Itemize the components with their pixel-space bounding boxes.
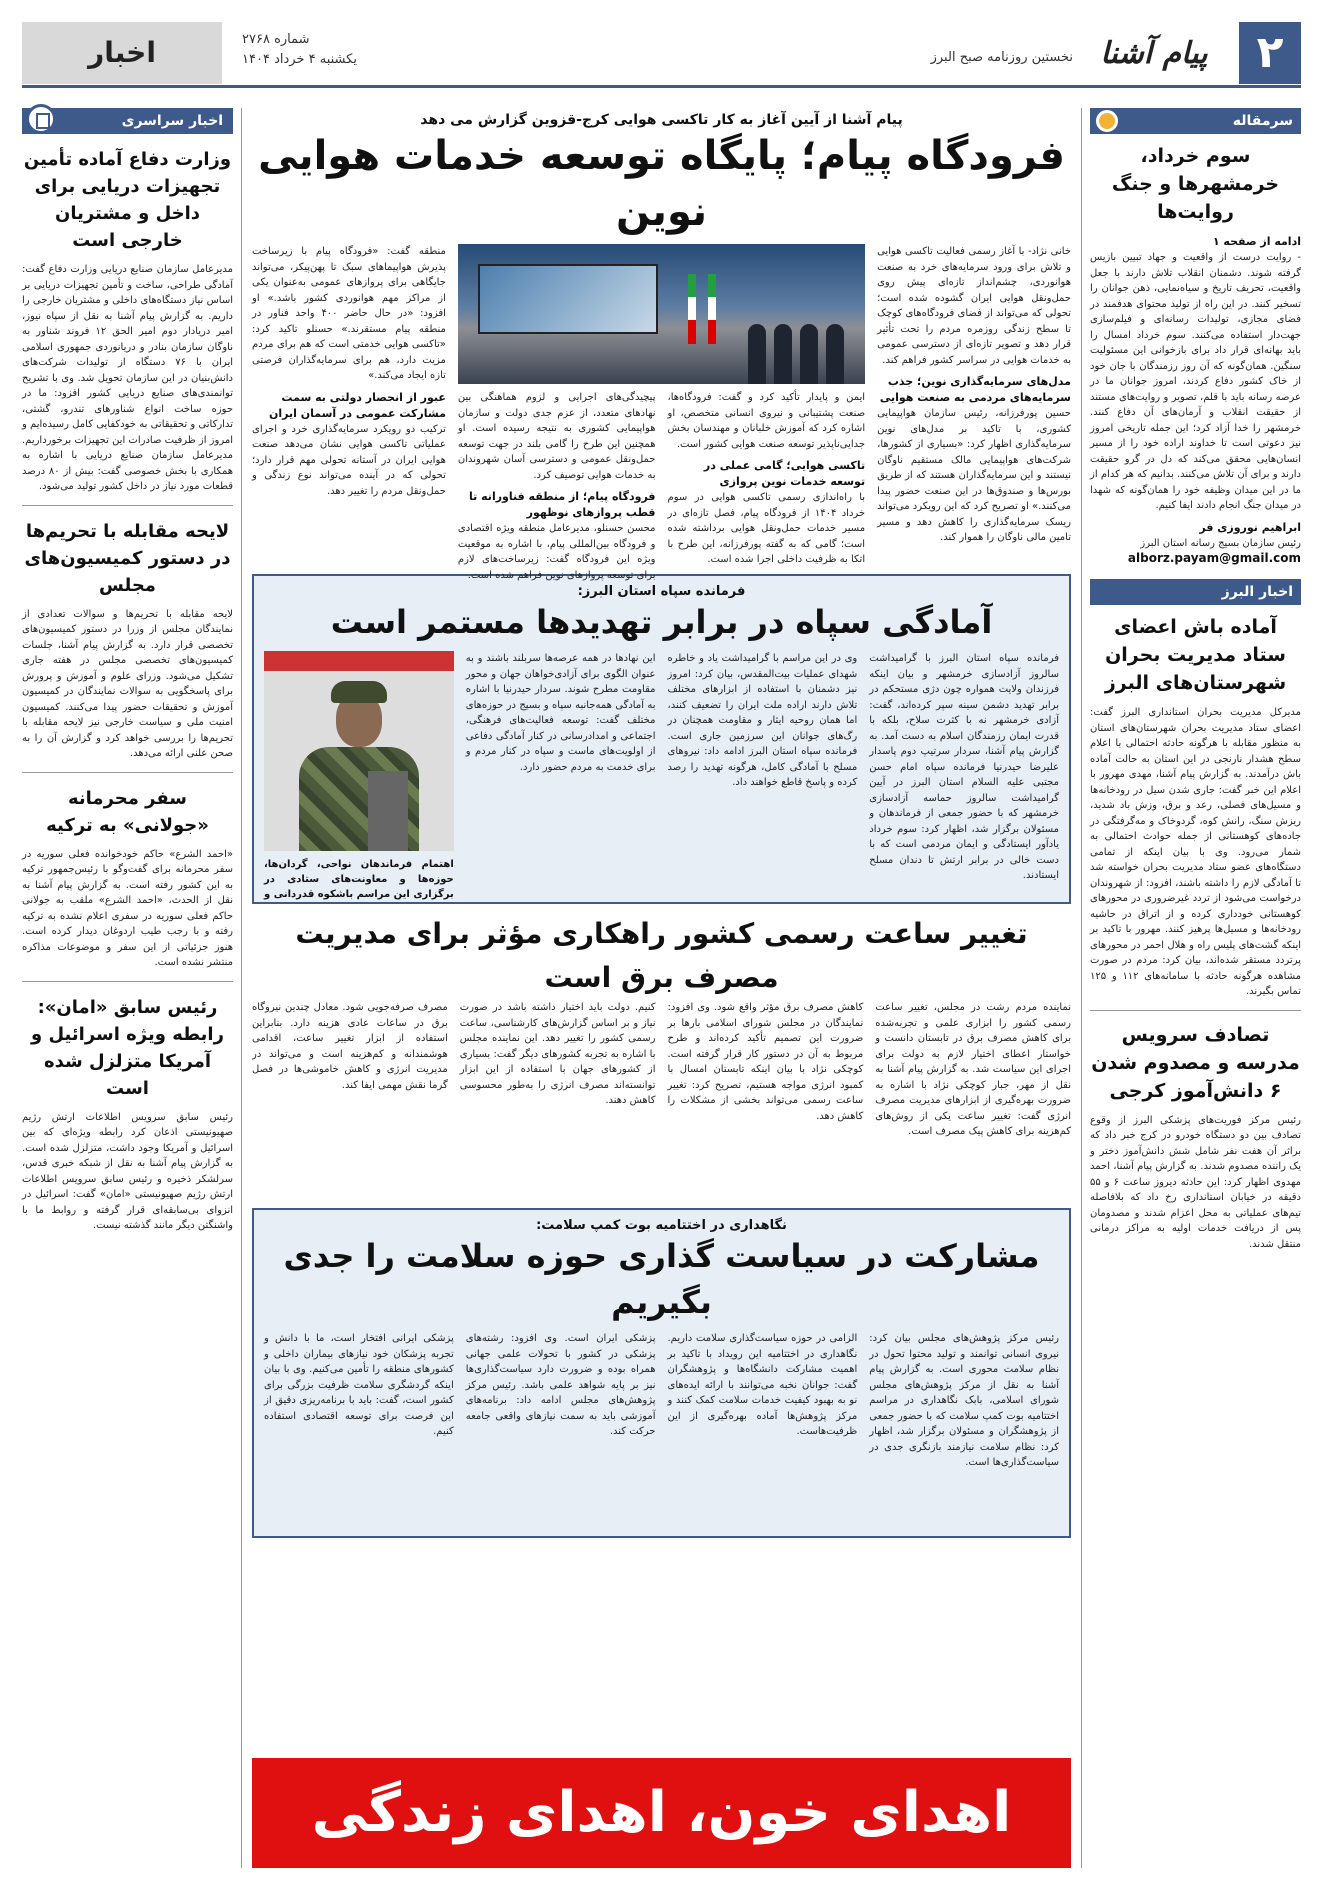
person [826,324,844,384]
box-headline: آمادگی سپاه در برابر تهدیدها مستمر است [330,603,993,641]
national-news-tag [22,108,233,134]
page-number: ۲ [1239,22,1301,84]
flag [688,274,696,344]
lead-paragraph: منطقه گفت: «فرودگاه پیام با زیرساخت پذیرش هواپیماهای سبک تا پهن‌پیکر، می‌تواند جایگاهی برای پروازهای عمومی به‌عنوان یکی از مراکز مهم هوانوردی کشور باشد.» او افزود: «در حال حاضر ۴۰۰ واحد فناور در منطقه پیام مستقرند.» حسنلو تاکید کرد: «تاکسی هوایی خدمتی است که هم برای مردم مزیت دارد، هم برای سرمایه‌گذاران فرصتی تازه ایجاد می‌کند.» [252,246,446,381]
blood-donation-banner: اهدای خون، اهدای زندگی [252,1758,1071,1868]
story-paragraph: مصرف صرفه‌جویی شود. معادل چندین نیروگاه برق در ساعات عادی هزینه دارد. بنابراین استفاده از ابزار تغییر ساعت، اقدامی هوشمندانه و کم‌هزینه است و می‌تواند در مدیریت انرژی و کاهش خاموشی‌ها در فصل گرما نقش مهمی ایفا کند. [252,1002,448,1091]
story-paragraph: کنیم. دولت باید اختیار داشته باشد در صورت نیاز و بر اساس گزارش‌های کارشناسی، ساعت رسمی کشور را تغییر دهد. این نماینده مجلس با اشاره به تجربه کشورهای دیگر گفت: بسیاری از کشورهای جهان با استفاده از این ابزار توانسته‌اند مصرف انرژی را به‌طور محسوسی کاهش دهند. [459,1002,656,1106]
story-body: لایحه مقابله با تحریم‌ها و سوالات تعدادی از نمایندگان مجلس از وزرا در دستور کمیسیون‌های تخصصی قرار دارد. به گزارش پیام آشنا، جلسات کمیسیون‌های تخصصی مجلس در هفته جاری تشکیل می‌شود. وزرای علوم و آموزش و پرورش برای پاسخگویی به سوالات نمایندگان در کمیسیون آموزش و تحقیقات حضور پیدا می‌کنند. کمیسیون امنیت ملی و سیاست خارجی نیز لایحه مقابله با تحریم‌ها را بررسی خواهد کرد و گزارش آن را به صحن علنی ارائه می‌دهد. [22,608,233,759]
flag [708,274,716,344]
divider [22,981,233,982]
person [748,324,766,384]
irgc-story-box [252,574,1071,904]
story-title: رئیس سابق «امان»: رابطه ویژه اسرائیل و آمریکا متزلزل شده است [31,996,224,1099]
editorial-title: سوم خرداد، خرمشهرها و جنگ روایت‌ها [1111,145,1280,223]
notepad-icon [26,104,56,134]
story-title: آماده باش اعضای ستاد مدیریت بحران شهرستان‌های البرز [1104,616,1287,694]
story-title: وزارت دفاع آماده تأمین تجهیزات دریایی برای داخل و مشتریان خارجی است [23,149,232,251]
screen-display [478,264,658,334]
lead-paragraph: حسین پورفرزانه، رئیس سازمان هواپیمایی کشوری، با تاکید بر مدل‌های نوین سرمایه‌گذاری اظهار کرد: «بسیاری از کشورها، شرکت‌های هواپیمایی مالک مستقیم ناوگان نیستند و این سرمایه‌گذاران هستند که از طریق بورس‌ها و صندوق‌ها در این صنعت حضور پیدا می‌کنند.» او تصریح کرد که این رویکرد می‌تواند ریسک سرمایه‌گذاری را کاهش دهد و مسیر تامین مالی ناوگان را هموار کند. [877,408,1071,543]
editorial-body: - روایت درست از واقعیت و جهاد تبیین بازیس گرفته شوند. دشمنان انقلاب تلاش دارند با جعل واقعیت، تحریف تاریخ و سیاه‌نمایی، ذهن جوانان را تسخیر کنند. در این راه از تولید محتوای هدفمند در فضای مجازی، تولیدات رسانه‌ای و فیلم‌سازی جهت‌دار استفاده می‌کنند. سوم خرداد امسال را باید بهانه‌ای قرار داد برای بازخوانی این مسئولیت سنگین. همان‌گونه که آن روز رزمندگان با جان خود از خاک کشور دفاع کردند، امروز جوانان ما در عرصه رسانه باید با قلم، تصویر و روایت‌های مستند از حقیقت انقلاب و آرمان‌های آن دفاع کنند. خرمشهر را خدا آزاد کرد؛ این جمله تاریخی امروز نیز دعوتی است تا خداوند اراده خود را از مسیر انسان‌هایی محقق می‌کند که دل در گرو حقیقت دارند و برای آن تلاش می‌کنند. بدانیم که هر کدام از ما در این میدان وظیفه خود را همان‌گونه که شهدا در میدان جنگ انجام دادند ایفا کنیم. [1090,252,1301,511]
lead-kicker: پیام آشنا از آیین آغاز به کار تاکسی هوایی کرج-قزوین گزارش می دهد [420,112,903,128]
divider [22,772,233,773]
story-title: تصادف سرویس مدرسه و مصدوم شدن ۶ دانش‌آموز کرجی [1091,1023,1300,1102]
box-paragraph: پزشکی ایران است. وی افزود: رشته‌های پزشکی در کشور با تحولات علمی جهانی همراه بوده و ضرورت دارد سیاست‌گذاری‌ها نیز بر پایه شواهد علمی باشد. رئیس مرکز پژوهش‌های مجلس ادامه داد: برنامه‌های آموزشی باید به سمت نیازهای واقعی جامعه حرکت کند. [465,1333,656,1437]
lead-paragraph: خانی نژاد- با آغاز رسمی فعالیت تاکسی هوایی و تلاش برای ورود سرمایه‌های خرد به صنعت هوانوردی، چشم‌انداز تازه‌ای پیش روی حمل‌ونقل هوایی ایران گشوده شده است؛ تحولی که می‌تواند از فضای فرودگاه‌های کوچک تا سطح زندگی روزمره مردم را تحت تأثیر قرار دهد و تصویر تازه‌ای از دسترسی عمومی به خدمات هوایی در سراسر کشور فراهم کند. [877,246,1071,366]
photo-caption: اهتمام فرماندهان نواحی، گردان‌ها، حوزه‌ها و معاونت‌های ستادی در برگزاری این مراسم باشکوه قدردانی و [264,859,454,900]
box-paragraph: وی در این مراسم با گرامیداشت یاد و خاطره شهدای عملیات بیت‌المقدس، بیان کرد: امروز نیز دشمنان با استفاده از ابزارهای مختلف تلاش دارند اراده ملت ایران را تضعیف کنند، اما همان روحیه ایثار و مقاومت همچنان در رگ‌های جوانان این سرزمین جاری است. فرمانده سپاه استان البرز ادامه داد: نیروهای مسلح با آمادگی کامل، هرگونه تهدید را رصد کرده و پاسخ قاطع خواهند داد. [667,653,858,788]
person [800,324,818,384]
issue-meta [242,30,357,70]
editorial-author-role: رئیس سازمان بسیج رسانه استان البرز [1140,537,1301,549]
section-label: اخبار [22,22,222,84]
lead-subhead: تاکسی هوایی؛ گامی عملی در توسعه خدمات نوین پروازی [703,459,866,488]
story-title: لایحه مقابله با تحریم‌ها در دستور کمیسیون‌های مجلس [24,520,231,596]
ceremony-photo [458,244,865,384]
divider [1090,1010,1301,1011]
person [774,324,792,384]
left-column [22,108,242,1868]
commander-photo [264,651,454,851]
national-news-tag-label: اخبار سراسری [121,113,223,129]
story-headline: تغییر ساعت رسمی کشور راهکاری مؤثر برای مدیریت مصرف برق است [295,917,1028,994]
box-paragraph: رئیس مرکز پژوهش‌های مجلس بیان کرد: نیروی انسانی توانمند و تولید محتوا تحول در نظام سلامت محوری است. به گزارش پیام آشنا به نقل از مرکز پژوهش‌های مجلس شورای اسلامی، بابک نگاهداری در مراسم اختتامیه بوت کمپ سلامت که با حضور جمعی از پژوهشگران و مسئولان برگزار شد، اظهار کرد: نظام سلامت نیازمند بازنگری جدی در سیاست‌گذاری‌ها است. [869,1333,1059,1468]
story-body: «احمد الشرع» حاکم خودخوانده فعلی سوریه در سفر محرمانه برای گفت‌وگو با رئیس‌جمهور ترکیه به این کشور رفته است. به گزارش پیام آشنا به نقل از الحدث، «احمد الشرع» ملقب به جولانی حاکم فعلی سوریه در سفری اعلام نشده به ترکیه رفته و با رجب طیب اردوغان دیدار کرده است. هنوز جزئیاتی از این سفر و موضوعات مذاکره منتشر نشده است. [22,848,233,968]
box-headline: مشارکت در سیاست گذاری حوزه سلامت را جدی بگیریم [283,1237,1040,1321]
lead-paragraph: محسن حسنلو، مدیرعامل منطقه ویژه اقتصادی و فرودگاه بین‌المللی پیام، با اشاره به موقعیت ویژه این فرودگاه گفت: زیرساخت‌های لازم برای توسعه پروازهای نوین فراهم شده است. [457,523,656,581]
lead-subhead: عبور از انحصار دولتی به سمت مشارکت عمومی در آسمان ایران [268,390,446,420]
story-title: سفر محرمانه «جولانی» به ترکیه [46,787,209,836]
editorial-email[interactable]: alborz.payam@gmail.com [1127,551,1301,565]
story-body: رئیس سابق سرویس اطلاعات ارتش رژیم صهیونیستی اذعان کرد رابطه ویژه‌ای که بین اسرائیل و آمریکا وجود داشت، متزلزل شده است. به گزارش پیام آشنا به نقل از شبکه خبری قدس، سرلشکر ذخیره و رئیس سابق سرویس اطلاعات ارتش رژیم صهیونیستی «امان» گفت: اسرائیل در انزوای بی‌سابقه‌ای قرار گرفته و روابط ما با واشنگتن دیگر مانند گذشته نیست. [22,1111,233,1231]
lead-subhead: فرودگاه پیام؛ از منطقه فناورانه تا قطب پروازهای نوظهور [469,490,656,519]
lead-paragraph: ایمن و پایدار تأکید کرد و گفت: فرودگاه‌ها، صنعت پشتیبانی و نیروی انسانی متخصص، او اشاره کرد که آموزش خلبانان و مهندسان بخش جدایی‌ناپذیر توسعه صنعت هوایی کشور است. [667,392,866,450]
box-paragraph: فرمانده سپاه استان البرز با گرامیداشت سالروز آزادسازی خرمشهر و بیان اینکه فرزندان ولایت همواره چون دژی مستحکم در برابر تهدید دشمن سینه سپر کرده‌اند، گفت: آزادی خرمشهر نه با کثرت سلاح، بلکه با قدرت ایمان رزمندگان اسلام به دست آمد. به گزارش پیام آشنا، سردار سرتیپ دوم پاسدار علیرضا حیدرنیا فرمانده سپاه امام حسن مجتبی علیه السلام استان البرز در آیین گرامیداشت سالروز حماسه آزادسازی خرمشهر که با حضور جمعی از فرماندهان و مسئولان برگزار شد، اظهار کرد: سوم خرداد یادآور ایستادگی و ایمان مردمی است که با دست خالی در برابر ارتش تا دندان مسلح ایستادند. [869,653,1059,881]
story-body: مدیرعامل سازمان صنایع دریایی وزارت دفاع گفت: آمادگی طراحی، ساخت و تأمین تجهیزات دریایی بر اساس نیاز دستگاه‌های داخلی و مشتریان خارجی را داریم. به گزارش پیام آشنا به نقل از سپاه نیوز، امیر دریادار دوم امیر الحق ۱۲ فروند شناور به ناوگان سازمان بنادر و دریانوردی جمهوری اسلامی ایران با ۷۶ دستگاه از تولیدات شرکت‌های دانش‌بنیان در این سازمان تحویل شد. وی با تشریح توانمندی‌های صنایع دریایی کشور افزود: ما در حوزه ساخت انواع شناورهای تندرو، گشتی، تدارکاتی و تحقیقاتی به خودکفایی کامل رسیده‌ایم و امروز از ظرفیت صادرات این تجهیزات برخورداریم. مدیرعامل سازمان صنایع دریایی با اشاره به همکاری با بخش خصوصی گفت: بیش از ۸۰ درصد قطعات مورد نیاز در داخل کشور تولید می‌شود. [21,264,234,492]
story-body: رئیس مرکز فوریت‌های پزشکی البرز از وقوع تصادف بین دو دستگاه خودرو در کرج خبر داد که براثر آن هفت نفر شامل شش دانش‌آموز دختر و یک راننده مصدوم شدند. به گزارش پیام آشنا، احمد مهدوی اظهار کرد: این حادثه دیروز ساعت ۶ و ۵۵ دقیقه در خیابان استانداری رخ داد که بلافاصله تیم‌های عملیاتی به محل اعزام شدند و مصدومان پس از دریافت خدمات اولیه به مراکز درمانی منتقل شدند. [1090,1114,1302,1250]
newspaper-tagline: نخستین روزنامه صبح البرز [930,50,1073,65]
box-kicker: فرمانده سپاه استان البرز: [577,584,746,599]
right-column [1081,108,1301,1868]
news-tag-label: اخبار البرز [1221,584,1293,600]
microphone [368,771,408,851]
story-paragraph: نماینده مردم رشت در مجلس، تغییر ساعت رسمی کشور را ابزاری علمی و تجربه‌شده برای کاهش مصرف برق در تابستان دانست و خواستار اعطای اختیار لازم به دولت برای اجرای این سیاست شد. به گزارش پیام آشنا به نقل از مهر، جبار کوچکی نژاد با اشاره به ضرورت بهره‌گیری از ابزارهای مدیریت مصرف انرژی گفت: تغییر ساعت یکی از روش‌های کم‌هزینه برای کاهش پیک مصرف است. [875,1002,1071,1137]
issue-number: شماره ۲۷۶۸ [242,32,310,47]
clock-story [252,1000,1071,1200]
masthead [22,22,1301,88]
issue-date: یکشنبه ۴ خرداد ۱۴۰۴ [242,52,357,67]
divider [22,505,233,506]
editorial-continued: ادامه از صفحه ۱ [1212,235,1301,248]
box-paragraph: پزشکی ایرانی افتخار است، ما با دانش و تجربه پزشکان خود نیازهای بیماران داخلی و کشورهای منطقه را تأمین می‌کنیم. وی با بیان اینکه گردشگری سلامت ظرفیت بزرگی برای کشور است، گفت: باید با برنامه‌ریزی دقیق از این فرصت برای توسعه اقتصادی استفاده کنیم. [264,1333,454,1437]
lead-story [252,244,1071,581]
story-paragraph: کاهش مصرف برق مؤثر واقع شود. وی افزود: نمایندگان در مجلس شورای اسلامی بارها بر ضرورت این تصمیم تأکید کرده‌اند و طرح مربوط به آن در دستور کار قرار گرفته است. کوچکی نژاد با بیان اینکه تابستان امسال با کمبود انرژی مواجه هستیم، تصریح کرد: تغییر ساعت رسمی می‌تواند بخشی از مشکلات را کاهش دهد. [667,1002,864,1122]
editorial-tag [1090,108,1301,134]
health-story-box [252,1208,1071,1538]
center-column [252,108,1071,1868]
lead-paragraph: پیچیدگی‌های اجرایی و لزوم هماهنگی بین نهادهای متعدد، از عزم جدی دولت و سازمان هواپیمایی کشوری به نتیجه رسیده است. او همچنین این طرح را گامی بلند در جهت توسعه حمل‌ونقل عمومی و دسترسی آسان شهروندان به خدمات هوایی توصیف کرد. [457,392,656,481]
story-body: مدیرکل مدیریت بحران استانداری البرز گفت: اعضای ستاد مدیریت بحران شهرستان‌های استان به منظور مقابله با هرگونه حادثه احتمالی با اعلام سطح هشدار نارنجی در این استان به حالت آماده باش درآمدند. به گزارش پیام آشنا، مهدی مهرور با اعلام این خبر گفت: جاری شدن سیل در رودخانه‌ها و مسیل‌های فصلی، رعد و برق، وزش باد شدید، ریزش سنگ، رانش کوه، گردوخاک و مه‌گرفتگی در جاده‌های کوهستانی از جمله حوادث احتمالی به شمار می‌رود. وی با بیان اینکه از تمامی دستگاه‌های عضو ستاد مدیریت بحران خواسته شد تا آمادگی لازم را داشته باشند، افزود: از شهروندان درخواست می‌شود از تردد غیرضروری در محورهای کوهستانی خودداری کرده و از اتراق در حاشیه رودخانه‌ها و مسیل‌ها پرهیز کنند. مهرور با تاکید بر اینکه گشت‌های پلیس راه و هلال احمر در محورهای پرتردد مستقر شده‌اند، بیان کرد: مردم در صورت مشاهده هرگونه حادثه با سامانه‌های ۱۱۲ و ۱۲۵ تماس بگیرند. [1090,707,1301,997]
editorial-author: ابراهیم نوروزی فر [1199,520,1301,534]
lead-paragraph: ترکیب دو رویکرد سرمایه‌گذاری خرد و اجرای عملیاتی تاکسی هوایی نشان می‌دهد صنعت هوایی ایران در آستانه تحولی مهم قرار دارد؛ تحولی که در آینده می‌تواند نوع زندگی و حمل‌ونقل مردم را تغییر دهد. [252,423,446,497]
editorial-tag-label: سرمقاله [1232,113,1293,129]
box-paragraph: این نهادها در همه عرصه‌ها سربلند باشند و به عنوان الگوی برای آزادی‌خواهان جهان و محور مقاومت مطرح شوند. سردار حیدرنیا با اشاره به آمادگی همه‌جانبه سپاه و بسیج در حوزه‌های مختلف گفت: توسعه فعالیت‌های فرهنگی، اجتماعی و امداد‌رسانی در کنار آمادگی دفاعی از اولویت‌های ماست و سپاه در کنار مردم و برای خدمت به مردم حضور دارد. [465,653,656,773]
lead-headline: فرودگاه پیام؛ پایگاه توسعه خدمات هوایی نوین [258,133,1065,235]
box-paragraph: الزامی در حوزه سیاست‌گذاری سلامت داریم. نگاهداری در اختتامیه این رویداد با تاکید بر اهمیت مشارکت دانشگاه‌ها و پژوهشگران گفت: جوانان نخبه می‌توانند با ارائه ایده‌های نو به بهبود کیفیت خدمات سلامت کمک کنند و مرکز پژوهش‌ها آماده بهره‌گیری از این ظرفیت‌هاست. [667,1333,858,1437]
news-tag [1090,579,1301,605]
lead-subhead: مدل‌های سرمایه‌گذاری نوین؛ جذب سرمایه‌های مردمی به صنعت هوایی [879,375,1071,404]
newspaper-logo: پیام آشنا [1100,36,1208,71]
commander-cap [331,681,387,703]
lead-paragraph: با راه‌اندازی رسمی تاکسی هوایی در سوم خرداد ۱۴۰۴ از فرودگاه پیام، فصل تازه‌ای در مسیر خدمات حمل‌ونقل هوایی برداشته شده است؛ گامی که به گفته پورفرزانه، این طرح با اتکا به ظرفیت داخلی اجرا شده است. [667,492,866,565]
box-kicker: نگاهداری در اختتامیه بوت کمپ سلامت: [536,1218,787,1233]
eye-icon [1096,110,1118,132]
